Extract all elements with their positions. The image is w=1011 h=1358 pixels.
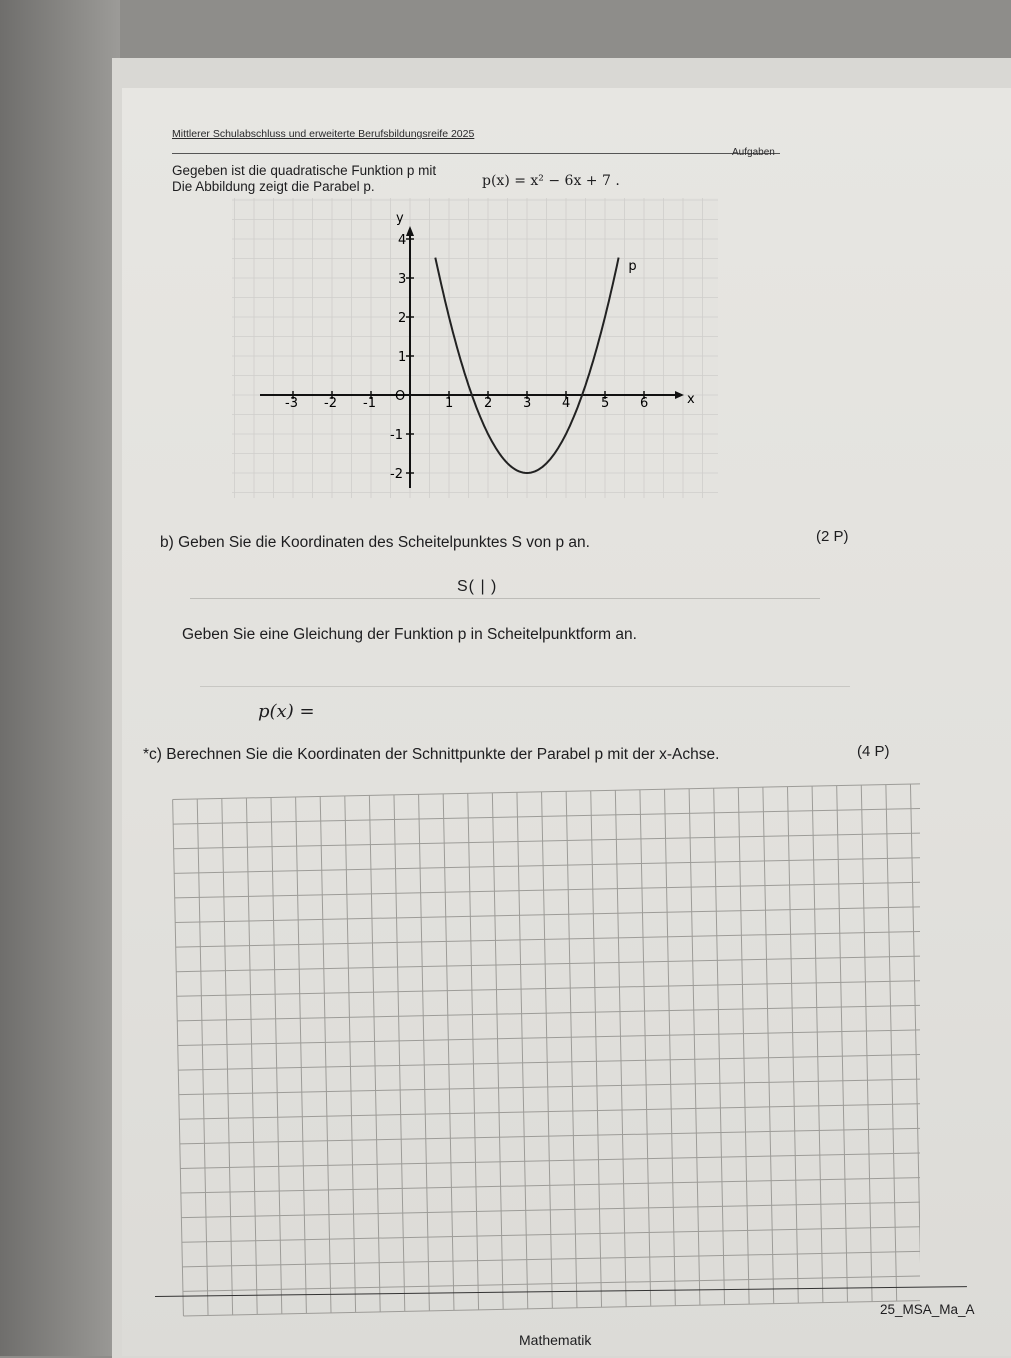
grid-line [320,796,331,1312]
grid-line [296,797,307,1313]
points-c: (4 P) [857,743,890,760]
x-tick-label: 3 [523,396,531,411]
question-c: *c) Berechnen Sie die Koordinaten der Schnittpunkte der Parabel p mit der x-Achse. [143,746,719,764]
grid-line [179,1079,920,1095]
grid-line [910,784,920,1300]
grid-line [180,1152,920,1168]
vertex-form-answer-field[interactable]: p(x) = [258,701,315,722]
grid-line [175,907,920,923]
grid-line [394,795,405,1311]
grid-group [173,784,920,1316]
grid-line [419,794,430,1310]
grid-line [176,956,920,972]
grid-line [222,799,233,1315]
points-b: (2 P) [816,528,849,545]
origin-label: O [395,389,405,404]
x-axis-label: x [687,392,695,407]
curve-label: p [628,259,636,274]
y-tick-label: -2 [390,467,403,482]
footer-subject: Mathematik [519,1332,591,1348]
grid-line [177,1005,920,1021]
grid-line [174,857,920,873]
grid-line [542,792,553,1308]
grid-line [176,931,920,947]
grid-line [689,789,700,1305]
grid-line [443,794,454,1310]
grid-line [173,784,920,800]
grid-line [173,808,920,824]
y-tick-label: 3 [398,272,406,287]
grid-line [177,980,920,996]
header-rule [172,153,780,154]
grid-line [763,787,774,1303]
grid-line [178,1054,920,1070]
chart-background [232,198,718,498]
grid-line [640,790,651,1306]
y-tick-label: 4 [398,233,406,248]
y-tick-label: 1 [398,350,406,365]
x-tick-label: -3 [285,396,298,411]
grid-line [787,787,798,1303]
grid-line [615,790,626,1306]
x-tick-label: 4 [562,396,570,411]
question-b: b) Geben Sie die Koordinaten des Scheitelpunktes S von p an. [160,534,590,552]
x-tick-label: 2 [484,396,492,411]
grid-line [345,796,356,1312]
parabola-chart [232,198,718,498]
x-tick-label: 5 [601,396,609,411]
grid-line [180,1128,920,1144]
grid-line [492,793,503,1309]
header-section-label: Aufgaben [732,147,775,158]
y-tick-label: 2 [398,311,406,326]
function-formula: p(x) = x² − 6x + 7 . [482,173,620,189]
grid-line [179,1103,920,1119]
grid-line [714,788,725,1304]
grid-line [468,793,479,1309]
grid-line [566,791,577,1307]
grid-line [837,786,848,1302]
grid-line [812,786,823,1302]
x-tick-label: 6 [640,396,648,411]
table-backdrop [0,0,120,1356]
grid-line [246,798,257,1314]
footer-code: 25_MSA_Ma_A [880,1302,975,1317]
calculation-grid[interactable] [150,770,920,1320]
grid-line [517,792,528,1308]
intro-text-1: Gegeben ist die quadratische Funktion p mit [172,163,436,178]
x-tick-label: -1 [363,396,376,411]
x-tick-label: -2 [324,396,337,411]
grid-line [181,1177,920,1193]
intro-text-2: Die Abbildung zeigt die Parabel p. [172,179,375,194]
grid-line [178,1030,920,1046]
grid-line [369,795,380,1311]
grid-line [173,800,184,1316]
grid-line [175,882,920,898]
grid-line [174,833,920,849]
grid-line [886,785,897,1301]
grid-line [183,1300,920,1316]
y-tick-label: -1 [390,428,403,443]
x-tick-label: 1 [445,396,453,411]
grid-line [861,785,872,1301]
question-b-vertex-form: Geben Sie eine Gleichung der Funktion p in Scheitelpunktform an. [182,626,637,644]
grid-line [738,788,749,1304]
vertex-answer-field[interactable]: S( | ) [457,578,497,596]
grid-line [665,789,676,1305]
answer-divider-b2 [200,686,850,687]
y-axis-label: y [396,211,404,226]
grid-line [197,799,208,1315]
answer-divider-b [190,598,820,599]
exam-header-title: Mittlerer Schulabschluss und erweiterte Berufsbildungsreife 2025 [172,128,474,140]
grid-line [591,791,602,1307]
grid-line [271,797,282,1313]
